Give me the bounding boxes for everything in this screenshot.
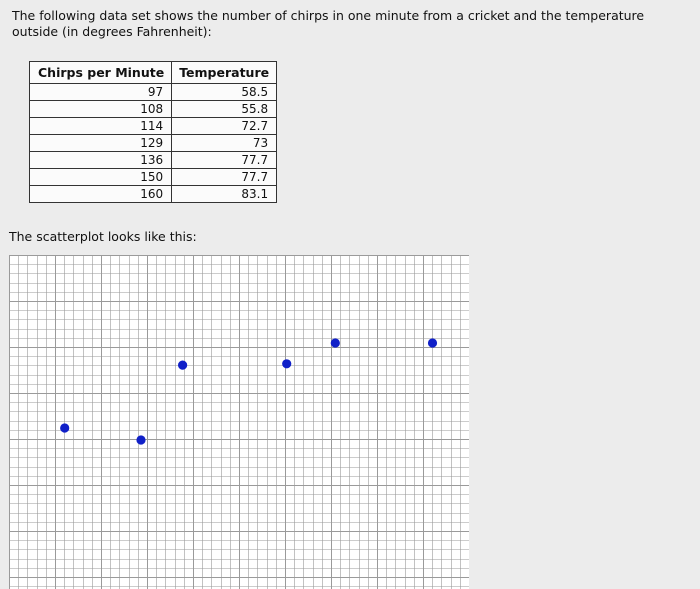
data-point xyxy=(331,338,340,347)
grid-lines xyxy=(9,255,469,589)
chirps-cell: 129 xyxy=(30,135,172,152)
scatterplot-caption: The scatterplot looks like this: xyxy=(9,229,197,244)
temperature-cell: 73 xyxy=(172,135,277,152)
temperature-cell: 77.7 xyxy=(172,152,277,169)
intro-text: The following data set shows the number of chirps in one minute from a cricket and the temperature outside (in degrees Fahrenheit): xyxy=(12,8,645,39)
data-point xyxy=(136,435,145,444)
chirps-cell: 114 xyxy=(30,118,172,135)
table-row xyxy=(30,152,277,169)
scatterplot-svg xyxy=(9,255,469,589)
chirps-cell: 160 xyxy=(30,186,172,203)
table-row xyxy=(30,135,277,152)
chirps-cell: 150 xyxy=(30,169,172,186)
temperature-cell: 83.1 xyxy=(172,186,277,203)
scatterplot-area xyxy=(9,255,469,589)
temperature-cell: 58.5 xyxy=(172,84,277,101)
table-row xyxy=(30,118,277,135)
data-point xyxy=(178,361,187,370)
table-header-row xyxy=(30,62,277,84)
data-point xyxy=(60,423,69,432)
chirps-cell: 97 xyxy=(30,84,172,101)
chirps-cell: 108 xyxy=(30,101,172,118)
header-chirps: Chirps per Minute xyxy=(30,62,172,84)
data-point xyxy=(282,359,291,368)
table-row xyxy=(30,101,277,118)
temperature-cell: 72.7 xyxy=(172,118,277,135)
chirps-cell: 136 xyxy=(30,152,172,169)
table-row xyxy=(30,186,277,203)
table-row xyxy=(30,84,277,101)
table-row xyxy=(30,169,277,186)
temperature-cell: 55.8 xyxy=(172,101,277,118)
data-point xyxy=(428,338,437,347)
header-temperature: Temperature xyxy=(172,62,277,84)
temperature-cell: 77.7 xyxy=(172,169,277,186)
data-table xyxy=(29,61,277,203)
